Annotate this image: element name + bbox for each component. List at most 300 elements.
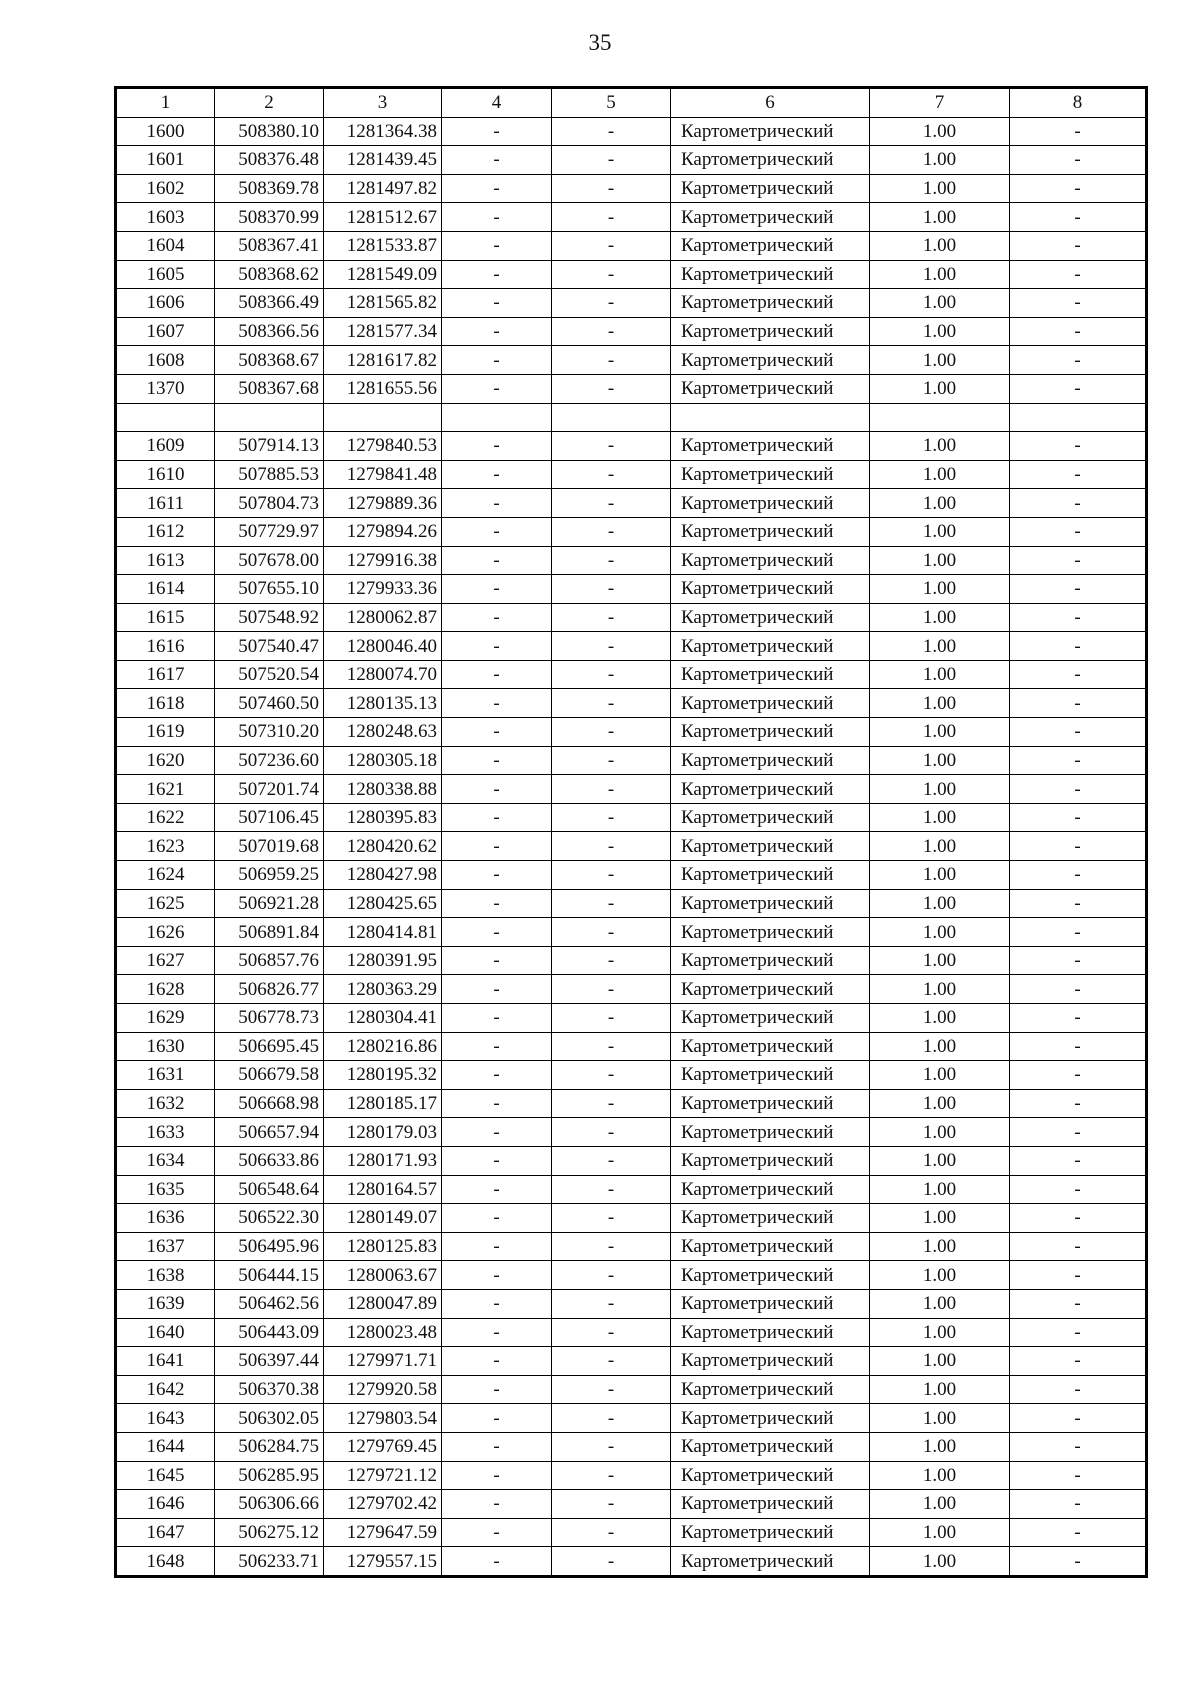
method-cell: Картометрический	[671, 260, 870, 289]
x-coordinate-cell: 507804.73	[215, 489, 324, 518]
x-coordinate-cell: 507106.45	[215, 803, 324, 832]
method-cell: Картометрический	[671, 975, 870, 1004]
point-number-cell: 1600	[116, 117, 215, 146]
column-header: 3	[324, 88, 442, 118]
table-row	[116, 1089, 1147, 1118]
table-row	[116, 432, 1147, 461]
x-coordinate-cell: 506443.09	[215, 1318, 324, 1347]
column-header: 4	[442, 88, 552, 118]
y-coordinate-cell: 1279916.38	[324, 546, 442, 575]
col4-cell: -	[442, 975, 552, 1004]
col4-cell: -	[442, 632, 552, 661]
method-cell: Картометрический	[671, 203, 870, 232]
method-cell: Картометрический	[671, 918, 870, 947]
col8-cell: -	[1010, 517, 1147, 546]
table-row	[116, 946, 1147, 975]
precision-cell: 1.00	[870, 1432, 1010, 1461]
col5-cell: -	[552, 889, 671, 918]
x-coordinate-cell: 508368.62	[215, 260, 324, 289]
method-cell: Картометрический	[671, 718, 870, 747]
table-row	[116, 489, 1147, 518]
col4-cell: -	[442, 803, 552, 832]
table-row	[116, 174, 1147, 203]
col8-cell: -	[1010, 1518, 1147, 1547]
col4-cell: -	[442, 1118, 552, 1147]
col8-cell: -	[1010, 689, 1147, 718]
col8-cell: -	[1010, 432, 1147, 461]
method-cell: Картометрический	[671, 1432, 870, 1461]
col4-cell: -	[442, 832, 552, 861]
col5-cell: -	[552, 203, 671, 232]
col4-cell: -	[442, 1547, 552, 1577]
col4-cell: -	[442, 517, 552, 546]
y-coordinate-cell: 1279894.26	[324, 517, 442, 546]
y-coordinate-cell: 1280305.18	[324, 746, 442, 775]
point-number-cell: 1635	[116, 1175, 215, 1204]
col5-cell: -	[552, 918, 671, 947]
y-coordinate-cell: 1280248.63	[324, 718, 442, 747]
method-cell: Картометрический	[671, 1318, 870, 1347]
col5-cell: -	[552, 1089, 671, 1118]
method-cell: Картометрический	[671, 632, 870, 661]
method-cell: Картометрический	[671, 231, 870, 260]
x-coordinate-cell: 507520.54	[215, 660, 324, 689]
col8-cell: -	[1010, 1347, 1147, 1376]
y-coordinate-cell: 1280047.89	[324, 1289, 442, 1318]
method-cell: Картометрический	[671, 1518, 870, 1547]
col4-cell: -	[442, 203, 552, 232]
x-coordinate-cell: 506397.44	[215, 1347, 324, 1376]
point-number-cell: 1618	[116, 689, 215, 718]
point-number-cell: 1617	[116, 660, 215, 689]
point-number-cell: 1634	[116, 1146, 215, 1175]
y-coordinate-cell: 1279721.12	[324, 1461, 442, 1490]
column-header: 7	[870, 88, 1010, 118]
precision-cell: 1.00	[870, 260, 1010, 289]
col8-cell: -	[1010, 346, 1147, 375]
precision-cell: 1.00	[870, 174, 1010, 203]
table-row	[116, 1061, 1147, 1090]
precision-cell: 1.00	[870, 1118, 1010, 1147]
col4-cell: -	[442, 918, 552, 947]
page-number: 35	[588, 30, 612, 55]
table-row	[116, 575, 1147, 604]
col4-cell: -	[442, 260, 552, 289]
col8-cell: -	[1010, 1404, 1147, 1433]
point-number-cell: 1609	[116, 432, 215, 461]
method-cell: Картометрический	[671, 517, 870, 546]
x-coordinate-cell: 506302.05	[215, 1404, 324, 1433]
precision-cell: 1.00	[870, 1146, 1010, 1175]
point-number-cell: 1627	[116, 946, 215, 975]
x-coordinate-cell: 507885.53	[215, 460, 324, 489]
x-coordinate-cell: 508368.67	[215, 346, 324, 375]
col5-cell: -	[552, 174, 671, 203]
table-row	[116, 117, 1147, 146]
method-cell	[671, 403, 870, 432]
x-coordinate-cell: 507201.74	[215, 775, 324, 804]
method-cell: Картометрический	[671, 689, 870, 718]
table-row	[116, 260, 1147, 289]
precision-cell: 1.00	[870, 889, 1010, 918]
precision-cell: 1.00	[870, 1490, 1010, 1519]
col5-cell: -	[552, 603, 671, 632]
col8-cell: -	[1010, 1490, 1147, 1519]
method-cell: Картометрический	[671, 1032, 870, 1061]
col4-cell: -	[442, 1032, 552, 1061]
point-number-cell: 1636	[116, 1204, 215, 1233]
y-coordinate-cell: 1281549.09	[324, 260, 442, 289]
point-number-cell: 1605	[116, 260, 215, 289]
y-coordinate-cell: 1279702.42	[324, 1490, 442, 1519]
precision-cell: 1.00	[870, 1204, 1010, 1233]
method-cell: Картометрический	[671, 832, 870, 861]
y-coordinate-cell: 1279557.15	[324, 1547, 442, 1577]
col4-cell: -	[442, 1347, 552, 1376]
y-coordinate-cell: 1281565.82	[324, 289, 442, 318]
x-coordinate-cell: 508369.78	[215, 174, 324, 203]
point-number-cell: 1625	[116, 889, 215, 918]
col5-cell: -	[552, 1004, 671, 1033]
col5-cell: -	[552, 946, 671, 975]
y-coordinate-cell: 1281364.38	[324, 117, 442, 146]
method-cell: Картометрический	[671, 861, 870, 890]
col5-cell: -	[552, 489, 671, 518]
precision-cell: 1.00	[870, 775, 1010, 804]
table-row	[116, 346, 1147, 375]
table-row	[116, 775, 1147, 804]
y-coordinate-cell: 1280420.62	[324, 832, 442, 861]
col5-cell: -	[552, 231, 671, 260]
point-number-cell: 1624	[116, 861, 215, 890]
point-number-cell: 1645	[116, 1461, 215, 1490]
col8-cell: -	[1010, 546, 1147, 575]
precision-cell: 1.00	[870, 1032, 1010, 1061]
point-number-cell: 1647	[116, 1518, 215, 1547]
col8-cell: -	[1010, 1289, 1147, 1318]
point-number-cell: 1640	[116, 1318, 215, 1347]
point-number-cell: 1630	[116, 1032, 215, 1061]
method-cell: Картометрический	[671, 1232, 870, 1261]
x-coordinate-cell: 508370.99	[215, 203, 324, 232]
col4-cell: -	[442, 946, 552, 975]
table-row	[116, 1432, 1147, 1461]
x-coordinate-cell: 506668.98	[215, 1089, 324, 1118]
x-coordinate-cell: 506891.84	[215, 918, 324, 947]
table-row	[116, 1547, 1147, 1577]
method-cell: Картометрический	[671, 803, 870, 832]
x-coordinate-cell: 506679.58	[215, 1061, 324, 1090]
col8-cell: -	[1010, 289, 1147, 318]
precision-cell: 1.00	[870, 146, 1010, 175]
col4-cell: -	[442, 1404, 552, 1433]
col4-cell: -	[442, 1432, 552, 1461]
x-coordinate-cell: 506284.75	[215, 1432, 324, 1461]
table-row	[116, 1375, 1147, 1404]
table-row	[116, 374, 1147, 403]
col4-cell: -	[442, 1490, 552, 1519]
col8-cell: -	[1010, 1547, 1147, 1577]
y-coordinate-cell: 1280414.81	[324, 918, 442, 947]
col5-cell: -	[552, 1261, 671, 1290]
col8-cell: -	[1010, 374, 1147, 403]
point-number-cell: 1612	[116, 517, 215, 546]
method-cell: Картометрический	[671, 1118, 870, 1147]
table-row	[116, 832, 1147, 861]
col8-cell	[1010, 403, 1147, 432]
col5-cell: -	[552, 861, 671, 890]
x-coordinate-cell: 506826.77	[215, 975, 324, 1004]
x-coordinate-cell: 507655.10	[215, 575, 324, 604]
method-cell: Картометрический	[671, 1289, 870, 1318]
col4-cell: -	[442, 146, 552, 175]
col8-cell: -	[1010, 203, 1147, 232]
table-row	[116, 746, 1147, 775]
precision-cell: 1.00	[870, 1318, 1010, 1347]
point-number-cell: 1643	[116, 1404, 215, 1433]
x-coordinate-cell: 506233.71	[215, 1547, 324, 1577]
col8-cell: -	[1010, 575, 1147, 604]
point-number-cell: 1614	[116, 575, 215, 604]
x-coordinate-cell: 507310.20	[215, 718, 324, 747]
table-row	[116, 603, 1147, 632]
col8-cell: -	[1010, 317, 1147, 346]
col5-cell: -	[552, 317, 671, 346]
x-coordinate-cell: 506275.12	[215, 1518, 324, 1547]
method-cell: Картометрический	[671, 575, 870, 604]
y-coordinate-cell: 1280425.65	[324, 889, 442, 918]
col8-cell: -	[1010, 632, 1147, 661]
col4-cell: -	[442, 603, 552, 632]
method-cell: Картометрический	[671, 432, 870, 461]
point-number-cell: 1623	[116, 832, 215, 861]
col4-cell: -	[442, 1232, 552, 1261]
precision-cell	[870, 403, 1010, 432]
x-coordinate-cell	[215, 403, 324, 432]
col4-cell: -	[442, 489, 552, 518]
point-number-cell	[116, 403, 215, 432]
y-coordinate-cell: 1281617.82	[324, 346, 442, 375]
col8-cell: -	[1010, 918, 1147, 947]
precision-cell: 1.00	[870, 918, 1010, 947]
precision-cell: 1.00	[870, 317, 1010, 346]
y-coordinate-cell: 1279933.36	[324, 575, 442, 604]
y-coordinate-cell: 1280046.40	[324, 632, 442, 661]
y-coordinate-cell: 1279803.54	[324, 1404, 442, 1433]
y-coordinate-cell: 1280023.48	[324, 1318, 442, 1347]
precision-cell: 1.00	[870, 861, 1010, 890]
col4-cell: -	[442, 289, 552, 318]
col4-cell: -	[442, 346, 552, 375]
col5-cell: -	[552, 1118, 671, 1147]
col5-cell: -	[552, 975, 671, 1004]
x-coordinate-cell: 506462.56	[215, 1289, 324, 1318]
y-coordinate-cell: 1280363.29	[324, 975, 442, 1004]
precision-cell: 1.00	[870, 546, 1010, 575]
col5-cell: -	[552, 289, 671, 318]
point-number-cell: 1620	[116, 746, 215, 775]
table-row	[116, 546, 1147, 575]
col8-cell: -	[1010, 1004, 1147, 1033]
table-row	[116, 1232, 1147, 1261]
method-cell: Картометрический	[671, 1261, 870, 1290]
point-number-cell: 1606	[116, 289, 215, 318]
column-header: 2	[215, 88, 324, 118]
table-row	[116, 1118, 1147, 1147]
col4-cell: -	[442, 1289, 552, 1318]
point-number-cell: 1601	[116, 146, 215, 175]
table-row	[116, 889, 1147, 918]
method-cell: Картометрический	[671, 117, 870, 146]
precision-cell: 1.00	[870, 460, 1010, 489]
point-number-cell: 1602	[116, 174, 215, 203]
col5-cell: -	[552, 260, 671, 289]
col8-cell: -	[1010, 861, 1147, 890]
x-coordinate-cell: 507460.50	[215, 689, 324, 718]
col8-cell: -	[1010, 660, 1147, 689]
x-coordinate-cell: 506495.96	[215, 1232, 324, 1261]
col5-cell: -	[552, 1490, 671, 1519]
col8-cell: -	[1010, 746, 1147, 775]
point-number-cell: 1621	[116, 775, 215, 804]
column-header: 8	[1010, 88, 1147, 118]
x-coordinate-cell: 506921.28	[215, 889, 324, 918]
col8-cell: -	[1010, 1232, 1147, 1261]
method-cell: Картометрический	[671, 1347, 870, 1376]
precision-cell: 1.00	[870, 1547, 1010, 1577]
col4-cell: -	[442, 575, 552, 604]
method-cell: Картометрический	[671, 1547, 870, 1577]
point-number-cell: 1608	[116, 346, 215, 375]
table-row	[116, 1004, 1147, 1033]
col5-cell: -	[552, 1175, 671, 1204]
col4-cell: -	[442, 1518, 552, 1547]
method-cell: Картометрический	[671, 317, 870, 346]
col4-cell: -	[442, 1004, 552, 1033]
precision-cell: 1.00	[870, 432, 1010, 461]
method-cell: Картометрический	[671, 1089, 870, 1118]
col5-cell: -	[552, 832, 671, 861]
x-coordinate-cell: 506522.30	[215, 1204, 324, 1233]
method-cell: Картометрический	[671, 775, 870, 804]
precision-cell: 1.00	[870, 1518, 1010, 1547]
col8-cell: -	[1010, 803, 1147, 832]
method-cell: Картометрический	[671, 946, 870, 975]
y-coordinate-cell: 1280179.03	[324, 1118, 442, 1147]
y-coordinate-cell: 1279889.36	[324, 489, 442, 518]
col4-cell: -	[442, 1089, 552, 1118]
col4-cell: -	[442, 117, 552, 146]
method-cell: Картометрический	[671, 146, 870, 175]
col4-cell: -	[442, 231, 552, 260]
table-row	[116, 861, 1147, 890]
col8-cell: -	[1010, 946, 1147, 975]
precision-cell: 1.00	[870, 1289, 1010, 1318]
y-coordinate-cell: 1280185.17	[324, 1089, 442, 1118]
col4-cell	[442, 403, 552, 432]
col4-cell: -	[442, 1061, 552, 1090]
table-row	[116, 718, 1147, 747]
table-row	[116, 660, 1147, 689]
col8-cell: -	[1010, 1204, 1147, 1233]
col5-cell: -	[552, 632, 671, 661]
y-coordinate-cell: 1281497.82	[324, 174, 442, 203]
col5-cell: -	[552, 346, 671, 375]
point-number-cell: 1613	[116, 546, 215, 575]
col5-cell: -	[552, 1461, 671, 1490]
col5-cell: -	[552, 1547, 671, 1577]
col8-cell: -	[1010, 117, 1147, 146]
x-coordinate-cell: 507019.68	[215, 832, 324, 861]
y-coordinate-cell: 1280216.86	[324, 1032, 442, 1061]
method-cell: Картометрический	[671, 889, 870, 918]
table-row	[116, 1347, 1147, 1376]
precision-cell: 1.00	[870, 489, 1010, 518]
point-number-cell: 1626	[116, 918, 215, 947]
point-number-cell: 1610	[116, 460, 215, 489]
col5-cell: -	[552, 689, 671, 718]
table-row	[116, 317, 1147, 346]
x-coordinate-cell: 506695.45	[215, 1032, 324, 1061]
x-coordinate-cell: 506285.95	[215, 1461, 324, 1490]
col5-cell: -	[552, 1432, 671, 1461]
col8-cell: -	[1010, 1432, 1147, 1461]
table-row	[116, 632, 1147, 661]
precision-cell: 1.00	[870, 660, 1010, 689]
table-row	[116, 289, 1147, 318]
y-coordinate-cell: 1280427.98	[324, 861, 442, 890]
x-coordinate-cell: 506633.86	[215, 1146, 324, 1175]
y-coordinate-cell: 1280171.93	[324, 1146, 442, 1175]
y-coordinate-cell: 1280338.88	[324, 775, 442, 804]
y-coordinate-cell: 1279647.59	[324, 1518, 442, 1547]
precision-cell: 1.00	[870, 603, 1010, 632]
col8-cell: -	[1010, 1061, 1147, 1090]
precision-cell: 1.00	[870, 1461, 1010, 1490]
col4-cell: -	[442, 775, 552, 804]
y-coordinate-cell: 1279769.45	[324, 1432, 442, 1461]
y-coordinate-cell: 1280164.57	[324, 1175, 442, 1204]
precision-cell: 1.00	[870, 803, 1010, 832]
col4-cell: -	[442, 374, 552, 403]
col5-cell: -	[552, 1032, 671, 1061]
precision-cell: 1.00	[870, 746, 1010, 775]
point-number-cell: 1639	[116, 1289, 215, 1318]
col4-cell: -	[442, 746, 552, 775]
col8-cell: -	[1010, 260, 1147, 289]
column-header: 5	[552, 88, 671, 118]
table-row	[116, 1146, 1147, 1175]
x-coordinate-cell: 507236.60	[215, 746, 324, 775]
point-number-cell: 1637	[116, 1232, 215, 1261]
col8-cell: -	[1010, 603, 1147, 632]
table-row	[116, 975, 1147, 1004]
precision-cell: 1.00	[870, 117, 1010, 146]
table-row	[116, 1175, 1147, 1204]
point-number-cell: 1642	[116, 1375, 215, 1404]
precision-cell: 1.00	[870, 632, 1010, 661]
col4-cell: -	[442, 1204, 552, 1233]
col8-cell: -	[1010, 975, 1147, 1004]
method-cell: Картометрический	[671, 1004, 870, 1033]
point-number-cell: 1629	[116, 1004, 215, 1033]
table-row	[116, 689, 1147, 718]
col8-cell: -	[1010, 1032, 1147, 1061]
col5-cell: -	[552, 575, 671, 604]
y-coordinate-cell: 1279971.71	[324, 1347, 442, 1376]
col4-cell: -	[442, 660, 552, 689]
method-cell: Картометрический	[671, 174, 870, 203]
